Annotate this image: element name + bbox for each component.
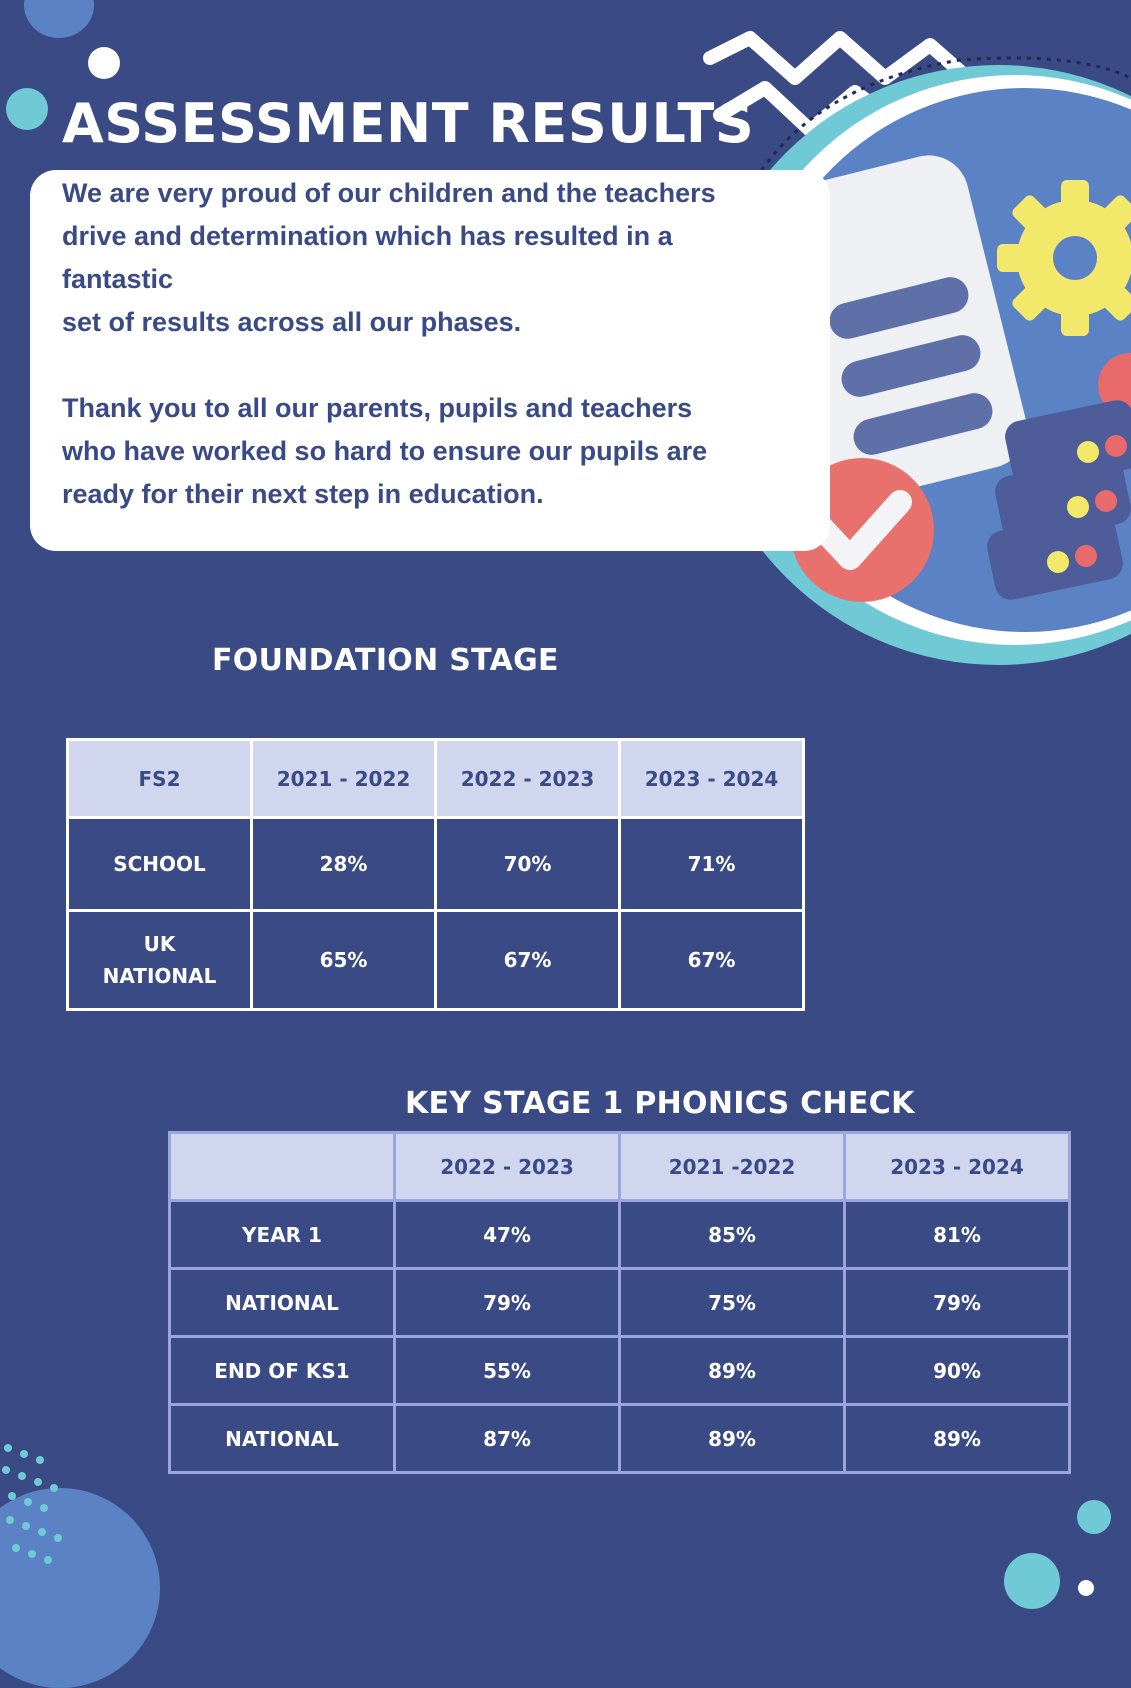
page-title: ASSESSMENT RESULTS xyxy=(62,92,755,155)
decor-dot-white-bottom xyxy=(1078,1580,1094,1596)
table-cell: 70% xyxy=(436,818,620,911)
row-label: UK NATIONAL xyxy=(68,911,252,1010)
header-cell: FS2 xyxy=(68,740,252,818)
row-label: END OF KS1 xyxy=(170,1337,395,1405)
row-label: YEAR 1 xyxy=(170,1201,395,1269)
header-cell: 2022 - 2023 xyxy=(395,1133,620,1201)
table-header-row xyxy=(68,740,804,818)
intro-line: drive and determination which has resulted in a xyxy=(62,221,673,251)
decor-dot-teal-bottom xyxy=(1077,1500,1111,1534)
header-cell: 2021 -2022 xyxy=(620,1133,845,1201)
intro-line: set of results across all our phases. xyxy=(62,307,522,337)
table-row xyxy=(170,1405,1070,1473)
foundation-table xyxy=(66,738,805,1011)
table-row xyxy=(68,911,804,1010)
table-cell: 65% xyxy=(252,911,436,1010)
table-cell: 75% xyxy=(620,1269,845,1337)
table-cell: 67% xyxy=(436,911,620,1010)
table-row xyxy=(170,1201,1070,1269)
intro-line: We are very proud of our children and the teachers xyxy=(62,178,716,208)
table-cell: 79% xyxy=(845,1269,1070,1337)
table-cell: 81% xyxy=(845,1201,1070,1269)
decor-circle-top xyxy=(24,0,94,38)
decor-dot-pattern xyxy=(0,1440,80,1590)
intro-line: Thank you to all our parents, pupils and teachers xyxy=(62,393,693,423)
table-cell: 55% xyxy=(395,1337,620,1405)
header-cell: 2023 - 2024 xyxy=(845,1133,1070,1201)
table-row xyxy=(170,1337,1070,1405)
phonics-title: KEY STAGE 1 PHONICS CHECK xyxy=(405,1086,915,1121)
table-row xyxy=(68,818,804,911)
row-label: NATIONAL xyxy=(170,1405,395,1473)
table-cell: 47% xyxy=(395,1201,620,1269)
table-cell: 89% xyxy=(845,1405,1070,1473)
header-cell: 2023 - 2024 xyxy=(620,740,804,818)
decor-dot-white xyxy=(88,47,120,79)
intro-line: ready for their next step in education. xyxy=(62,479,544,509)
table-cell: 28% xyxy=(252,818,436,911)
intro-line: fantastic xyxy=(62,264,174,294)
intro-text xyxy=(62,172,782,516)
table-cell: 89% xyxy=(620,1405,845,1473)
table-row xyxy=(170,1269,1070,1337)
intro-line: who have worked so hard to ensure our pupils are xyxy=(62,436,708,466)
table-cell: 79% xyxy=(395,1269,620,1337)
phonics-table xyxy=(168,1131,1071,1474)
table-cell: 89% xyxy=(620,1337,845,1405)
table-cell: 67% xyxy=(620,911,804,1010)
header-cell: 2022 - 2023 xyxy=(436,740,620,818)
foundation-title: FOUNDATION STAGE xyxy=(212,643,559,678)
table-header-row xyxy=(170,1133,1070,1201)
table-cell: 85% xyxy=(620,1201,845,1269)
table-cell: 90% xyxy=(845,1337,1070,1405)
header-cell: 2021 - 2022 xyxy=(252,740,436,818)
row-label: NATIONAL xyxy=(170,1269,395,1337)
intro-line-blank xyxy=(62,344,782,387)
table-cell: 71% xyxy=(620,818,804,911)
row-label: SCHOOL xyxy=(68,818,252,911)
decor-dot-teal xyxy=(6,88,48,130)
header-cell-empty xyxy=(170,1133,395,1201)
decor-circle-teal-bottom xyxy=(1004,1553,1060,1609)
table-cell: 87% xyxy=(395,1405,620,1473)
